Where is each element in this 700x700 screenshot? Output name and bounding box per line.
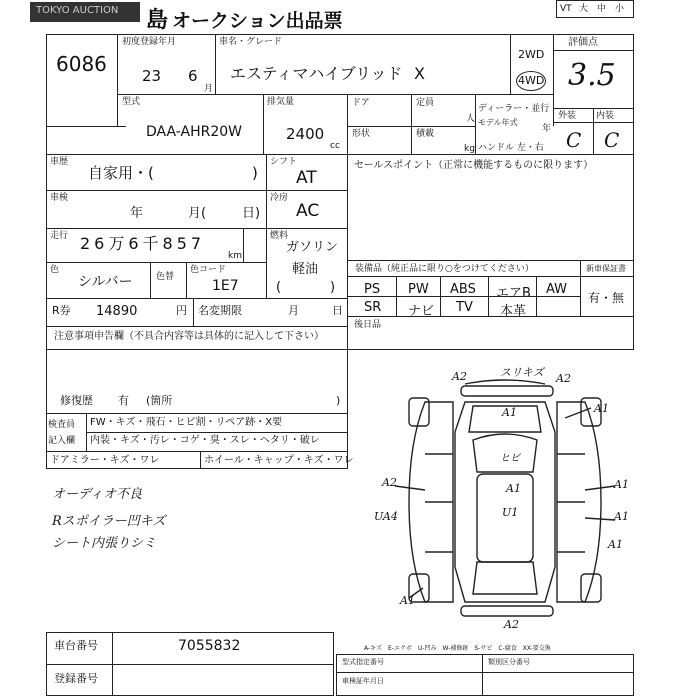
checklist-row3-right: ホイール・キャップ・キズ・ワレ bbox=[204, 455, 354, 466]
fuel-label: 燃料 bbox=[270, 231, 289, 241]
damage-mark-left-corner: A1 bbox=[400, 594, 415, 607]
damage-mark-left-door: A2 bbox=[382, 476, 397, 489]
load-unit: kg bbox=[464, 144, 475, 154]
damage-legend: A-キズ E-エクボ U-凹み W-補修跡 S-サビ C-腐食 XX-要交換 bbox=[364, 645, 551, 652]
form-type-label: 型式指定番号 bbox=[342, 658, 384, 666]
recycle-value: 14890 bbox=[96, 304, 138, 319]
fuel-close: ) bbox=[330, 280, 336, 295]
equip-navi: ナビ bbox=[408, 304, 435, 319]
inspection-day: 日) bbox=[242, 206, 261, 221]
equipment-label: 装備品（純正品に限り○をつけてください） bbox=[355, 264, 534, 274]
handle-label: ハンドル 左・右 bbox=[478, 143, 544, 153]
registration-year: 23 bbox=[142, 67, 162, 85]
history-close: ) bbox=[252, 164, 258, 182]
registration-month-unit: 月 bbox=[204, 84, 214, 94]
color-code-label: 色コード bbox=[190, 265, 227, 275]
handwritten-note-3: シート内張りシミ bbox=[52, 536, 157, 551]
interior-grade: C bbox=[604, 128, 620, 152]
registration-label: 初度登録年月 bbox=[122, 37, 177, 47]
damage-mark-roof: A1 bbox=[506, 482, 521, 495]
repair-part-close: ) bbox=[336, 394, 341, 407]
equip-pw: PW bbox=[408, 282, 429, 297]
name-change-day: 日 bbox=[332, 304, 343, 317]
model-year-unit: 年 bbox=[542, 124, 552, 134]
model-value: DAA-AHR20W bbox=[146, 124, 243, 140]
cc-value: 2400 bbox=[286, 125, 325, 143]
capacity-label: 定員 bbox=[416, 98, 435, 108]
equip-sr: SR bbox=[364, 300, 382, 315]
chassis-label: 車台番号 bbox=[54, 639, 98, 652]
damage-mark-rear: A2 bbox=[504, 618, 519, 631]
color-label: 色 bbox=[50, 265, 60, 275]
damage-mark-front-right: A2 bbox=[556, 372, 571, 385]
mileage-value: 26万6千857 bbox=[80, 234, 206, 253]
mileage-label: 走行 bbox=[50, 231, 69, 241]
car-name: エスティマハイブリッド bbox=[230, 64, 403, 83]
sales-point-label: セールスポイント（正常に機能するものに限ります） bbox=[354, 160, 594, 171]
equip-abs: ABS bbox=[450, 282, 476, 297]
color-change-label: 色替 bbox=[156, 272, 175, 282]
damage-mark-hood: A1 bbox=[502, 406, 517, 419]
interior-label: 内装 bbox=[596, 111, 615, 121]
inspector-label: 検査員 bbox=[48, 420, 76, 430]
aircon-value: AC bbox=[296, 201, 320, 221]
handwritten-note-1: オーディオ不良 bbox=[52, 487, 142, 502]
damage-mark-front-left: A2 bbox=[452, 370, 467, 383]
history-label: 車歴 bbox=[50, 157, 69, 167]
door-label: ドア bbox=[352, 98, 370, 108]
mileage-unit: km bbox=[228, 251, 242, 261]
recycle-label: R券 bbox=[52, 304, 71, 317]
stamp-label: 車検証年月日 bbox=[342, 677, 384, 685]
new-car-warranty-label: 新車保証書 bbox=[586, 264, 626, 273]
color-code: 1E7 bbox=[212, 278, 239, 294]
form-class-label: 類別区分番号 bbox=[488, 658, 530, 666]
damage-mark-left-rear: UA4 bbox=[374, 510, 398, 523]
dealer-label: ディーラー・並行 bbox=[478, 104, 550, 114]
cc-unit: cc bbox=[330, 141, 340, 151]
chassis-number: 7055832 bbox=[178, 638, 241, 654]
name-change-month: 月 bbox=[288, 304, 299, 317]
registration-month: 6 bbox=[188, 67, 198, 85]
size-box bbox=[556, 0, 634, 18]
color-value: シルバー bbox=[78, 274, 133, 290]
drive-circle bbox=[516, 71, 546, 91]
car-name-label: 車名・グレード bbox=[219, 37, 283, 47]
capacity-unit: 人 bbox=[466, 114, 476, 124]
name-change-label: 名変期限 bbox=[198, 304, 242, 317]
checklist-row1: FW・キズ・飛石・ヒビ割・リペア跡・X要 bbox=[90, 417, 283, 428]
equip-tv: TV bbox=[456, 300, 473, 315]
after-sale-label: 後日品 bbox=[354, 320, 382, 330]
damage-mark-windshield: ヒビ bbox=[500, 453, 520, 464]
size-vt: VT bbox=[560, 4, 572, 14]
fuel-line2: 軽油 bbox=[292, 262, 319, 277]
aircon-label: 冷房 bbox=[270, 193, 289, 203]
handwritten-note-2: Rスポイラー凹キズ bbox=[52, 514, 166, 529]
fuel-open: ( bbox=[276, 280, 282, 295]
load-label: 積載 bbox=[416, 129, 435, 139]
shift-label: シフト bbox=[270, 157, 298, 167]
damage-mark-right-fender: A1 bbox=[608, 538, 623, 551]
equip-airbag: エアB bbox=[496, 286, 531, 301]
drive-2wd: 2WD bbox=[518, 48, 545, 61]
history-value: 自家用・( bbox=[88, 164, 154, 182]
damage-mark-front-center: スリキズ bbox=[500, 366, 544, 379]
shift-value: AT bbox=[296, 168, 317, 188]
size-large: 大 bbox=[579, 4, 589, 14]
damage-mark-right-front: A1 bbox=[594, 402, 609, 415]
repair-label: 修復歴 bbox=[60, 394, 93, 407]
damage-mark-right-rear: A1 bbox=[614, 510, 629, 523]
lot-number: 6086 bbox=[56, 52, 107, 76]
damage-mark-right-door: A1 bbox=[614, 478, 629, 491]
car-grade: X bbox=[414, 64, 425, 83]
logo-kanji: 島 bbox=[146, 8, 169, 33]
damage-mark-roof-rear: U1 bbox=[502, 506, 519, 519]
repair-value: 有 bbox=[118, 394, 129, 407]
logo-text: TOKYO AUCTION bbox=[36, 5, 119, 16]
notes-label: 注意事項申告欄（不具合内容等は具体的に記入して下さい） bbox=[54, 331, 324, 342]
equip-ps: PS bbox=[364, 282, 381, 297]
model-label: 型式 bbox=[122, 97, 141, 107]
registration-number-label: 登録番号 bbox=[54, 672, 98, 685]
model-year-label: モデル年式 bbox=[478, 118, 518, 127]
page-title: オークション出品票 bbox=[172, 10, 343, 32]
entry-label: 記入欄 bbox=[48, 436, 76, 446]
size-small: 小 bbox=[615, 4, 625, 14]
cc-label: 排気量 bbox=[267, 97, 295, 107]
fuel-line1: ガソリン bbox=[286, 240, 339, 255]
exterior-label: 外装 bbox=[558, 111, 577, 121]
inspection-label: 車検 bbox=[50, 193, 69, 203]
equip-leather: 本革 bbox=[500, 304, 527, 319]
repair-part-label: (箇所 bbox=[146, 394, 173, 407]
inspection-month: 月( bbox=[188, 206, 207, 221]
equip-aw: AW bbox=[546, 282, 568, 297]
new-car-warranty-value: 有・無 bbox=[588, 291, 625, 305]
size-medium: 中 bbox=[597, 4, 607, 14]
score-value: 3.5 bbox=[568, 58, 616, 93]
checklist-row3-left: ドアミラー・キズ・ワレ bbox=[50, 455, 160, 466]
inspection-year: 年 bbox=[130, 206, 144, 221]
recycle-unit: 円 bbox=[176, 304, 187, 317]
score-label: 評価点 bbox=[568, 37, 598, 48]
shape-label: 形状 bbox=[352, 129, 371, 139]
checklist-row2: 内装・キズ・汚レ・コゲ・臭・スレ・ヘタリ・破レ bbox=[90, 435, 320, 446]
drive-4wd: 4WD bbox=[518, 74, 545, 87]
exterior-grade: C bbox=[566, 128, 582, 152]
